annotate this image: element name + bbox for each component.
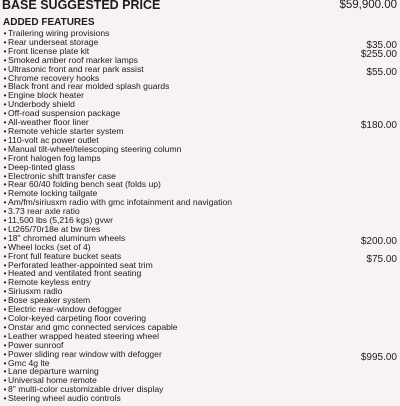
bullet-icon: • [3, 250, 7, 261]
bullet-icon: • [3, 393, 7, 404]
feature-name: Onstar and gmc connected services capable [8, 321, 178, 332]
bullet-icon: • [3, 232, 7, 243]
bullet-icon: • [3, 223, 7, 234]
bullet-icon: • [3, 54, 7, 65]
bullet-icon: • [3, 384, 7, 395]
bullet-icon: • [3, 45, 7, 56]
feature-name: Ultrasonic front and rear park assist [8, 63, 144, 74]
bullet-icon: • [3, 179, 7, 190]
feature-name: Manual tilt-wheel/telescoping steering column [8, 143, 182, 154]
bullet-icon: • [3, 63, 7, 74]
feature-list [0, 29, 400, 403]
bullet-icon: • [3, 28, 7, 38]
feature-name: All-weather floor liner [8, 117, 89, 128]
feature-name: 8" multi-color customizable driver display [8, 384, 164, 395]
feature-name: Remote vehicle starter system [8, 125, 124, 136]
feature-name: 110-volt ac power outlet [8, 134, 99, 145]
feature-name: Lt265/70r18e at bw tires [8, 223, 101, 234]
feature-item [0, 394, 400, 403]
feature-name: Power sunroof [8, 339, 64, 350]
feature-name: Smoked amber roof marker lamps [8, 54, 138, 65]
bullet-icon: • [3, 375, 7, 386]
bullet-icon: • [3, 134, 7, 145]
feature-name: Black front and rear molded splash guards [8, 81, 170, 92]
bullet-icon: • [3, 304, 7, 315]
feature-name: Wheel locks (set of 4) [8, 241, 91, 252]
bullet-icon: • [3, 108, 7, 119]
feature-price: $35.00 [366, 39, 397, 51]
bullet-icon: • [3, 215, 7, 226]
bullet-icon: • [3, 357, 7, 368]
feature-name: Chrome recovery hooks [8, 72, 100, 83]
feature-name: 18" chromed aluminum wheels [8, 232, 126, 243]
feature-name: Rear 60/40 folding bench seat (folds up) [8, 179, 161, 190]
bullet-icon: • [3, 295, 7, 306]
feature-price: $180.00 [360, 120, 397, 132]
feature-name: Rear underseat storage [8, 36, 99, 47]
bullet-icon: • [3, 161, 7, 172]
bullet-icon: • [3, 321, 7, 332]
feature-name: Front license plate kit [8, 45, 90, 56]
added-features-heading: ADDED FEATURES [3, 17, 95, 28]
bullet-icon: • [3, 277, 7, 288]
feature-name: Gmc 4g lte [8, 357, 50, 368]
base-price-value: $59,900.00 [339, 0, 397, 11]
feature-name: Underbody shield [8, 99, 75, 110]
bullet-icon: • [3, 99, 7, 110]
bullet-icon: • [3, 330, 7, 341]
feature-name: Perforated leather-appointed seat trim [8, 259, 153, 270]
feature-name: Front full feature bucket seats [8, 250, 122, 261]
feature-name: Remote locking tailgate [8, 188, 98, 199]
bullet-icon: • [3, 259, 7, 270]
feature-name: Power sliding rear window with defogger [8, 348, 162, 359]
feature-price: $75.00 [366, 253, 397, 265]
bullet-icon: • [3, 313, 7, 323]
bullet-icon: • [3, 339, 7, 350]
feature-name: Electric rear-window defogger [8, 304, 122, 315]
feature-price: $200.00 [360, 235, 397, 247]
bullet-icon: • [3, 366, 7, 377]
feature-name: Color-keyed carpeting floor covering [8, 313, 147, 323]
feature-name: Siriusxm radio [8, 286, 63, 297]
feature-name: Electronic shift transfer case [8, 170, 116, 181]
bullet-icon: • [3, 348, 7, 359]
bullet-icon: • [3, 197, 7, 208]
bullet-icon: • [3, 241, 7, 252]
bullet-icon: • [3, 72, 7, 83]
feature-name: Leather wrapped heated steering wheel [8, 330, 159, 341]
feature-name: Bose speaker system [8, 295, 91, 306]
feature-name: Am/fm/siriusxm radio with gmc infotainment and navigation [8, 197, 233, 208]
base-price-title: BASE SUGGESTED PRICE [2, 0, 161, 12]
bullet-icon: • [3, 188, 7, 199]
feature-price: $995.00 [360, 351, 397, 363]
feature-name: Lane departure warning [8, 366, 99, 377]
feature-name: Deep-tinted glass [8, 161, 75, 172]
bullet-icon: • [3, 125, 7, 136]
bullet-icon: • [3, 90, 7, 101]
bullet-icon: • [3, 143, 7, 154]
feature-name: 11,500 lbs (5,216 kgs) gvwr [8, 215, 113, 226]
feature-name: Universal home remote [8, 375, 97, 386]
bullet-icon: • [3, 286, 7, 297]
feature-price: $255.00 [360, 48, 397, 60]
feature-name: 3.73 rear axle ratio [8, 206, 80, 217]
feature-name: Front halogen fog lamps [8, 152, 101, 163]
bullet-icon: • [3, 117, 7, 128]
bullet-icon: • [3, 81, 7, 92]
feature-name: Steering wheel audio controls [8, 393, 121, 404]
feature-price: $55.00 [366, 66, 397, 78]
base-price-row [0, 0, 400, 14]
bullet-icon: • [3, 152, 7, 163]
feature-name: Engine block heater [8, 90, 84, 101]
feature-name: Remote keyless entry [8, 277, 91, 288]
feature-name: Off-road suspension package [8, 108, 121, 119]
bullet-icon: • [3, 36, 7, 47]
bullet-icon: • [3, 206, 7, 217]
feature-name: Heated and ventilated front seating [8, 268, 142, 279]
bullet-icon: • [3, 268, 7, 279]
feature-name: Trailering wiring provisions [8, 28, 110, 38]
bullet-icon: • [3, 170, 7, 181]
